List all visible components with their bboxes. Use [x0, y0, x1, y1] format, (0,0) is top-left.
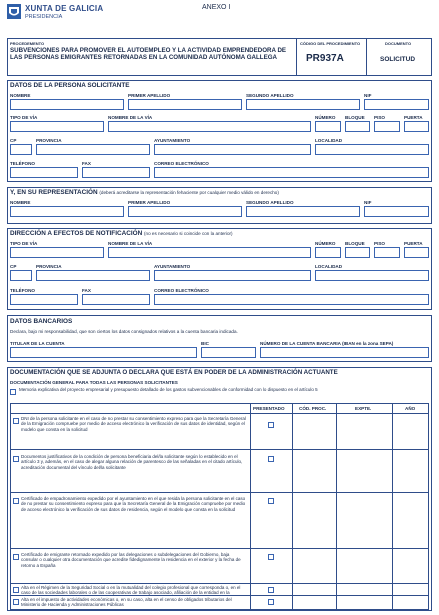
cp-input[interactable]: [10, 144, 32, 155]
bloque-input[interactable]: [345, 121, 370, 132]
puerta-input[interactable]: [404, 121, 429, 132]
rep-label-nif: NIF: [364, 200, 372, 205]
iban-input[interactable]: [260, 347, 429, 358]
not-ayuntamiento-input[interactable]: [154, 270, 311, 281]
label-piso: PISO: [374, 115, 385, 120]
table-row: Alta en el impuesto de actividades económicas o, en su caso, alta en el censo de obligados tributarios del Ministerio de Hacienda y Administraciones Públicas: [21, 597, 232, 608]
table-row: Certificado de empadronamiento expedido por el ayuntamiento en el que resida la persona solicitante en el caso de no prestar su consentimiento expreso para que la Secretaría General de la Emigración compruebe por medio de acceso electrónico la verificación de sus datos de residencia, según el modelo que consta en la solicitud: [21, 496, 246, 512]
not-nombre-via-input[interactable]: [108, 247, 311, 258]
col-ano: AÑO: [405, 406, 416, 411]
presentado-checkbox[interactable]: [268, 422, 274, 428]
xunta-logo-icon: [7, 4, 21, 19]
rep-label-segundo-apellido: SEGUNDO APELLIDO: [246, 200, 294, 205]
telefono-input[interactable]: [10, 167, 78, 178]
notification-title-text: DIRECCIÓN A EFECTOS DE NOTIFICACIÓN: [10, 230, 143, 237]
tipo-via-input[interactable]: [10, 121, 104, 132]
not-provincia-input[interactable]: [36, 270, 150, 281]
representation-title: [10, 189, 279, 196]
presentado-checkbox[interactable]: [268, 498, 274, 504]
fax-input[interactable]: [82, 167, 150, 178]
segundo-apellido-input[interactable]: [246, 99, 360, 110]
label-provincia: PROVINCIA: [36, 138, 62, 143]
rep-nombre-input[interactable]: [10, 206, 124, 217]
bank-declaration: Declara, bajo mi responsabilidad, que son ciertos los datos consignados relativos a la cuenta bancaria indicada.: [10, 329, 238, 334]
procedure-label: PROCEDEMENTO: [10, 41, 45, 46]
doc-label: DOCUMENTO: [385, 41, 412, 46]
label-tipo-via: TIPO DE VÍA: [10, 115, 38, 120]
label-titular: TITULAR DE LA CUENTA: [10, 341, 65, 346]
not-label-tipo-via: TIPO DE VÍA: [10, 241, 38, 246]
not-bloque-input[interactable]: [345, 247, 370, 258]
label-correo: CORREO ELECTRÓNICO: [154, 161, 209, 166]
not-label-cp: CP: [10, 264, 17, 269]
doc-row-checkbox[interactable]: [13, 587, 19, 593]
rep-segundo-apellido-input[interactable]: [246, 206, 360, 217]
table-row: Certificado de emigrante retornado expedido por las delegaciones o subdelegaciones del Gobierno, baja consular o cualquier otra documentación que acredite fidedignamente la residencia en el exterior y la fecha de retorno a España: [21, 552, 241, 568]
bic-input[interactable]: [201, 347, 256, 358]
memoria-text: Memoria explicativa del proyecto empresarial y presupuesto detallado de los gastos subvencionables de conformidad con lo dispuesto en el artículo 5: [19, 387, 318, 392]
brand-sub: PRESIDENCIA: [25, 14, 63, 20]
not-label-numero: NÚMERO: [315, 241, 336, 246]
titular-input[interactable]: [10, 347, 197, 358]
code-label: CÓDIGO DEL PROCEDIMIENTO: [300, 41, 361, 46]
doc-row-checkbox[interactable]: [13, 599, 19, 605]
label-numero: NÚMERO: [315, 115, 336, 120]
code-value: PR937A: [306, 53, 344, 64]
xunta-logo: [7, 4, 21, 19]
documents-title: DOCUMENTACIÓN QUE SE ADJUNTA O DECLARA QUE ESTÁ EN PODER DE LA ADMINISTRACIÓN ACTUANTE: [10, 369, 338, 376]
col-expte: EXPTE.: [355, 406, 372, 411]
brand-name: XUNTA DE GALICIA: [25, 4, 104, 13]
label-fax: FAX: [82, 161, 91, 166]
not-label-ayuntamiento: AYUNTAMIENTO: [154, 264, 191, 269]
not-label-provincia: PROVINCIA: [36, 264, 62, 269]
not-label-nombre-via: NOMBRE DE LA VÍA: [108, 241, 153, 246]
col-presentado: PRESENTADO: [253, 406, 285, 411]
numero-input[interactable]: [315, 121, 341, 132]
not-numero-input[interactable]: [315, 247, 341, 258]
not-tipo-via-input[interactable]: [10, 247, 104, 258]
doc-row-checkbox[interactable]: [13, 554, 19, 560]
applicant-title: DATOS DE LA PERSONA SOLICITANTE: [10, 82, 130, 89]
not-label-fax: FAX: [82, 288, 91, 293]
doc-row-checkbox[interactable]: [13, 498, 19, 504]
not-piso-input[interactable]: [374, 247, 400, 258]
nif-input[interactable]: [364, 99, 429, 110]
anexo-title: ANEXO I: [202, 4, 231, 11]
notification-note: (no es necesario si coincide con la anterior): [143, 231, 233, 236]
doc-row-checkbox[interactable]: [13, 418, 19, 424]
rep-label-nombre: NOMBRE: [10, 200, 31, 205]
primer-apellido-input[interactable]: [128, 99, 242, 110]
label-nif: NIF: [364, 93, 372, 98]
not-label-piso: PISO: [374, 241, 385, 246]
label-primer-apellido: PRIMER APELLIDO: [128, 93, 171, 98]
label-bloque: BLOQUE: [345, 115, 365, 120]
correo-input[interactable]: [154, 167, 429, 178]
label-nombre: NOMBRE: [10, 93, 31, 98]
table-row: DNI de la persona solicitante en el caso de no prestar su consentimiento expreso para que la Secretaría General de la Emigración compruebe por medio de acceso electrónico la verificación de sus datos de identidad, según el modelo que consta en la solicitud: [21, 416, 246, 432]
piso-input[interactable]: [374, 121, 400, 132]
presentado-checkbox[interactable]: [268, 587, 274, 593]
not-puerta-input[interactable]: [404, 247, 429, 258]
rep-primer-apellido-input[interactable]: [128, 206, 242, 217]
label-cp: CP: [10, 138, 17, 143]
notification-title: [10, 230, 233, 237]
presentado-checkbox[interactable]: [268, 599, 274, 605]
representation-note: (deberá acreditarse la representación fehaciente por cualquier medio válido en derecho): [99, 190, 279, 195]
not-label-telefono: TELÉFONO: [10, 288, 36, 293]
not-cp-input[interactable]: [10, 270, 32, 281]
label-telefono: TELÉFONO: [10, 161, 36, 166]
representation-title-text: Y, EN SU REPRESENTACIÓN: [10, 189, 98, 196]
not-telefono-input[interactable]: [10, 294, 78, 305]
provincia-input[interactable]: [36, 144, 150, 155]
label-iban: NÚMERO DE LA CUENTA BANCARIA (IBAN en la zona SEPA): [260, 341, 394, 346]
localidad-input[interactable]: [315, 144, 429, 155]
memoria-checkbox[interactable]: [10, 389, 16, 395]
documents-subtitle: DOCUMENTACIÓN GENERAL PARA TODAS LAS PERSONAS SOLICITANTES: [10, 380, 178, 385]
procedure-title: SUBVENCIONES PARA PROMOVER EL AUTOEMPLEO Y LA ACTIVIDAD EMPRENDEDORA DE LAS PERSONAS EMIGRANTES RETORNADAS EN LA COMUNIDAD AUTÓNOMA GALLEGA: [10, 47, 287, 62]
bank-title: DATOS BANCARIOS: [10, 318, 73, 325]
presentado-checkbox[interactable]: [268, 554, 274, 560]
rep-label-primer-apellido: PRIMER APELLIDO: [128, 200, 171, 205]
doc-row-checkbox[interactable]: [13, 456, 19, 462]
not-label-bloque: BLOQUE: [345, 241, 365, 246]
col-cod-proc: CÓD. PROC.: [299, 406, 327, 411]
label-ayuntamiento: AYUNTAMIENTO: [154, 138, 191, 143]
nombre-via-input[interactable]: [108, 121, 311, 132]
table-row: Documentos justificativos de la condición de persona beneficiaria del/la solicitante según lo establecido en el artículo 3 y, además, en el caso de alegar alguna relación de parentesco de las señaladas en el citado artículo, acreditación documental del vínculo del/la solicitante: [21, 454, 243, 470]
label-localidad: LOCALIDAD: [315, 138, 343, 143]
ayuntamiento-input[interactable]: [154, 144, 311, 155]
label-puerta: PUERTA: [404, 115, 423, 120]
not-fax-input[interactable]: [82, 294, 150, 305]
not-localidad-input[interactable]: [315, 270, 429, 281]
doc-value: SOLICITUD: [380, 56, 416, 63]
table-row: Alta en el Régimen de la Seguridad Social o en la mutualidad del colegio profesional que corresponda o, en el caso de las sociedades laborales o de las cooperativas de trabajo asociado, afiliación de la entidad en la: [21, 585, 241, 595]
label-bic: BIC: [201, 341, 209, 346]
rep-nif-input[interactable]: [364, 206, 429, 217]
not-label-puerta: PUERTA: [404, 241, 423, 246]
nombre-input[interactable]: [10, 99, 124, 110]
label-segundo-apellido: SEGUNDO APELLIDO: [246, 93, 294, 98]
not-correo-input[interactable]: [154, 294, 429, 305]
not-label-localidad: LOCALIDAD: [315, 264, 343, 269]
label-nombre-via: NOMBRE DE LA VÍA: [108, 115, 153, 120]
not-label-correo: CORREO ELECTRÓNICO: [154, 288, 209, 293]
presentado-checkbox[interactable]: [268, 456, 274, 462]
